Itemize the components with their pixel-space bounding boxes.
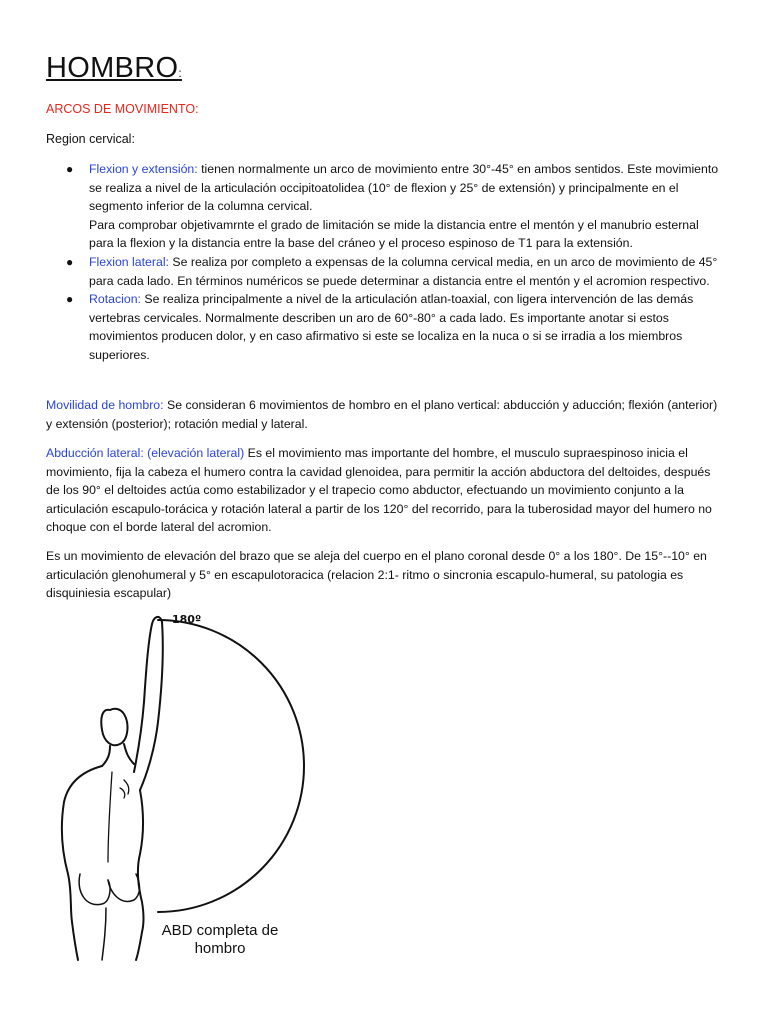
gluteal-right [108, 874, 140, 901]
paragraph-text: Se consideran 6 movimientos de hombro en el plano vertical: abducción y aducción; flexión (anterior) y extensión (posterior); rotación medial y lateral. [46, 398, 718, 431]
section-heading: ARCOS DE MOVIMIENTO: [46, 102, 199, 116]
angle-label: 180º [172, 613, 202, 626]
term-extra: Para comprobar objetivamrnte el grado de limitación se mide la distancia entre el mentón y el manubrio esternal para la flexion y la distancia entre la base del cráneo y el proceso espinoso de T1 para la extensión. [89, 217, 699, 251]
list-item-rotacion [46, 290, 726, 364]
term-label: Rotacion: [89, 292, 141, 307]
term-description: tienen normalmente un arco de movimiento entre 30°-45° en ambos sentidos. Este movimiento se realiza a nivel de la articulación occipitoatolidea (10° de flexion y 25° de extensión) y principalmente en el segmento inferior de la columna cervical. [89, 162, 719, 214]
hand-outline [152, 617, 162, 624]
spine-line [108, 772, 112, 862]
back-left-outline [62, 766, 102, 922]
neck-left [102, 746, 110, 766]
paragraph-text: Es el movimiento mas importante del hombre, el musculo supraespinoso inicia el movimiento, fija la cabeza el humero contra la cavidad glenoidea, para permitir la acción abductora del deltoides, después de los 90° el deltoides actúa como estabilizador y el trapecio como abductor, efectuando un movimiento conjunto a la articulación escapulo-torácica y rotación lateral a partir de los 120° del recorrido, para la tuberosidad mayor del humero no choque con el borde lateral del acromion. [46, 446, 712, 535]
scapula-mark [120, 788, 125, 798]
title-colon: : [178, 66, 182, 80]
figure-caption: ABD completa de hombro [161, 922, 279, 957]
paragraph-movilidad [46, 396, 726, 433]
term-label: Flexion lateral: [89, 254, 169, 269]
paragraph-abduccion [46, 444, 726, 537]
bullet-icon: ● [66, 254, 74, 269]
gluteal-left [79, 874, 110, 905]
torso-right-outline [138, 790, 144, 932]
region-label: Region cervical: [46, 132, 135, 146]
leg-right [136, 932, 142, 960]
term-label: Flexion y extensión: [89, 162, 198, 176]
paragraph-elevacion [46, 547, 726, 603]
bullet-icon: ● [66, 162, 74, 176]
term-label: Abducción lateral: (elevación lateral) [46, 446, 245, 460]
paragraph-text: Es un movimiento de elevación del brazo que se aleja del cuerpo en el plano coronal desde 0° a los 180°. De 15°-‐10° en articulación glenohumeral y 5° en escapulotoracica (relacion 2:1- ritmo o sincronia escapulo-humeral, su patologia es disquiniesia escapular) [46, 549, 707, 601]
title-text: HOMBRO [46, 52, 179, 84]
motion-arc [158, 620, 304, 912]
head-outline [101, 709, 127, 745]
page-title [46, 52, 182, 85]
list-item-flexion-lateral [46, 253, 726, 290]
bullet-icon: ● [66, 292, 74, 307]
shoulder-abduction-illustration [40, 612, 340, 962]
term-description: Se realiza por completo a expensas de la columna cervical media, en un arco de movimiento de 45° para cada lado. En términos numéricos se puede determinar a distancia entre el mentón y el acromion respectivo. [89, 254, 718, 288]
term-description: Se realiza principalmente a nivel de la articulación atlan-toaxial, con ligera intervención de las demás vertebras cervicales. Normalmente describen un aro de 60°-80° a cada lado. Es importante anotar si estos movimientos producen dolor, y en caso afirmativo si este se localiza en la nuca o si se irradia a los miembros superiores. [89, 292, 694, 362]
leg-center [102, 908, 106, 960]
arm-outline-left [134, 624, 152, 772]
leg-left [72, 922, 78, 960]
neck-right [124, 744, 134, 764]
term-label: Movilidad de hombro: [46, 398, 164, 412]
list-item-flexion-extension [46, 160, 726, 253]
movement-list [46, 160, 726, 365]
